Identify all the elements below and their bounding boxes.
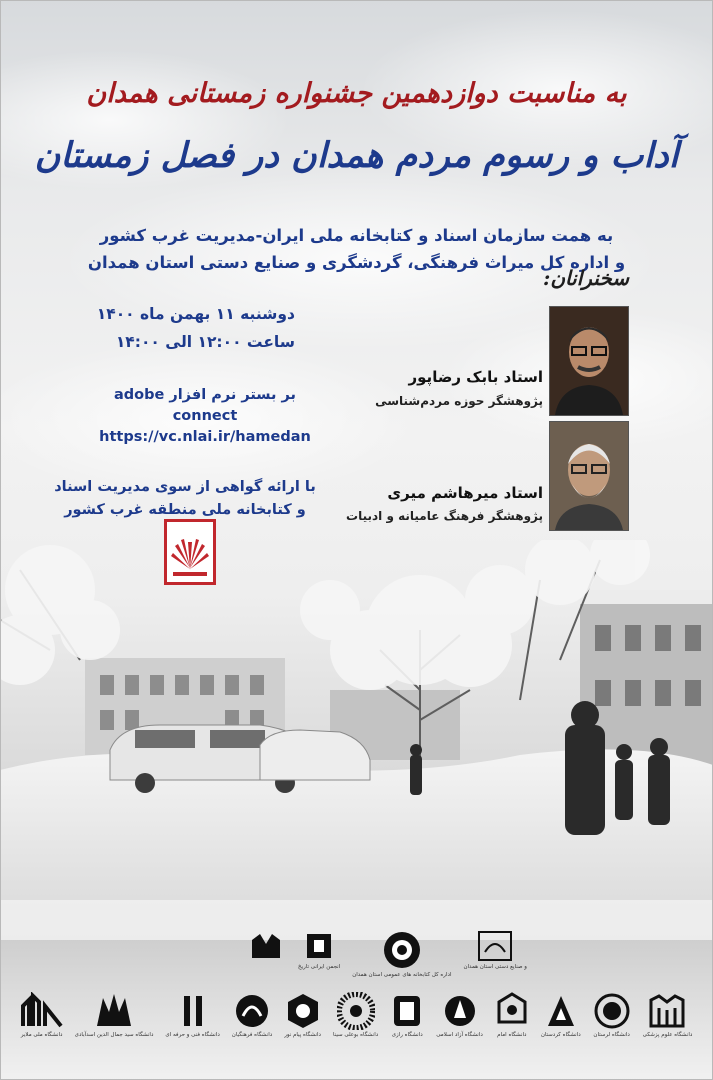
medical-sciences-icon (647, 992, 687, 1030)
platform-url[interactable]: https://vc.nlai.ir/hamedan (99, 429, 311, 445)
cultural-heritage-calligraphy-icon (475, 930, 515, 962)
technical-university-icon (176, 992, 210, 1030)
event-time: ساعت ۱۲:۰۰ الی ۱۴:۰۰ (115, 333, 295, 351)
university-emblem-icon (246, 930, 286, 962)
sponsor-logo: دانشگاه فنی و حرفه ای (165, 992, 219, 1038)
speakers-heading: سخنرانان: (542, 266, 629, 290)
library-rosette-icon (382, 930, 422, 970)
sponsor-logo: دانشگاه سید جمال الدین اسدآبادی (75, 992, 154, 1038)
sponsor-logo: انجمن ایرانی تاریخ (298, 930, 340, 978)
sponsor-logo: دانشگاه امام (495, 992, 529, 1038)
event-schedule (97, 300, 295, 356)
platform-text: بر بستر نرم افزار adobe connect (113, 387, 297, 424)
speaker-2-name: استاد میرهاشم میری (387, 484, 543, 502)
kurdistan-university-icon (544, 992, 578, 1030)
event-date: دوشنبه ۱۱ بهمن ماه ۱۴۰۰ (96, 305, 295, 323)
speaker-2-photo (549, 421, 629, 531)
speaker-2-role: پژوهشگر فرهنگ عامیانه و ادبیات (346, 509, 543, 523)
imam-university-icon (495, 992, 529, 1030)
portrait-icon (550, 422, 628, 530)
sponsor-logos-bottom (0, 992, 713, 1038)
sponsor-logo: دانشگاه کردستان (541, 992, 581, 1038)
certificate-line-1: با ارائه گواهی از سوی مدیریت اسناد (54, 479, 316, 495)
sponsor-logo: اداره کل کتابخانه های عمومی استان همدان (352, 930, 451, 978)
library-flower-icon (167, 522, 213, 582)
sponsor-logo: دانشگاه پیام نور (284, 992, 321, 1038)
organizers-line-2: و اداره کل میراث فرهنگی، گردشگری و صنایع دستی استان همدان (87, 253, 626, 272)
certificate-line-2: و کتابخانه ملی منطقه غرب کشور (64, 502, 306, 518)
event-title: آداب و رسوم مردم همدان در فصل زمستان (34, 135, 679, 176)
sponsor-logo: دانشگاه فرهنگیان (232, 992, 272, 1038)
sponsor-logo: دانشگاه آزاد اسلامی (436, 992, 483, 1038)
payame-noor-icon (286, 992, 320, 1030)
lorestan-university-icon (593, 992, 631, 1030)
azad-university-icon (443, 992, 477, 1030)
sponsor-logo: و صنایع دستی استان همدان (463, 930, 526, 978)
sponsor-logo: دانشگاه بوعلی سینا (333, 992, 378, 1038)
farhangian-university-icon (233, 992, 271, 1030)
sponsor-logos-top (60, 930, 713, 978)
platform-info (95, 385, 315, 448)
razi-university-icon (390, 992, 424, 1030)
winter-street-photo (0, 540, 713, 940)
national-library-logo (164, 519, 216, 585)
sponsor-logo: دانشگاه ملی ملایر (21, 992, 63, 1038)
portrait-icon (550, 307, 628, 415)
speaker-1-photo (549, 306, 629, 416)
sponsor-logo: دانشگاه علوم پزشکی (643, 992, 693, 1038)
iranian-history-association-icon (299, 930, 339, 962)
sponsor-logo (246, 930, 286, 978)
speaker-1-role: پژوهشگر حوزه مردم‌شناسی (375, 394, 543, 408)
certificate-info (50, 476, 320, 522)
sponsor-logo: دانشگاه لرستان (593, 992, 631, 1038)
sunburst-university-icon (337, 992, 375, 1030)
seyed-jamaleddin-university-icon (93, 992, 135, 1030)
sponsor-logo: دانشگاه رازی (390, 992, 424, 1038)
hamedan-university-emblem-icon (21, 992, 63, 1030)
organizers-line-1: به همت سازمان اسناد و کتابخانه ملی ایران-مدیریت غرب کشور (99, 226, 614, 245)
speaker-1-name: استاد بابک رضاپور (408, 368, 543, 386)
festival-subtitle: به مناسبت دوازدهمین جشنواره زمستانی همدان (86, 78, 627, 109)
